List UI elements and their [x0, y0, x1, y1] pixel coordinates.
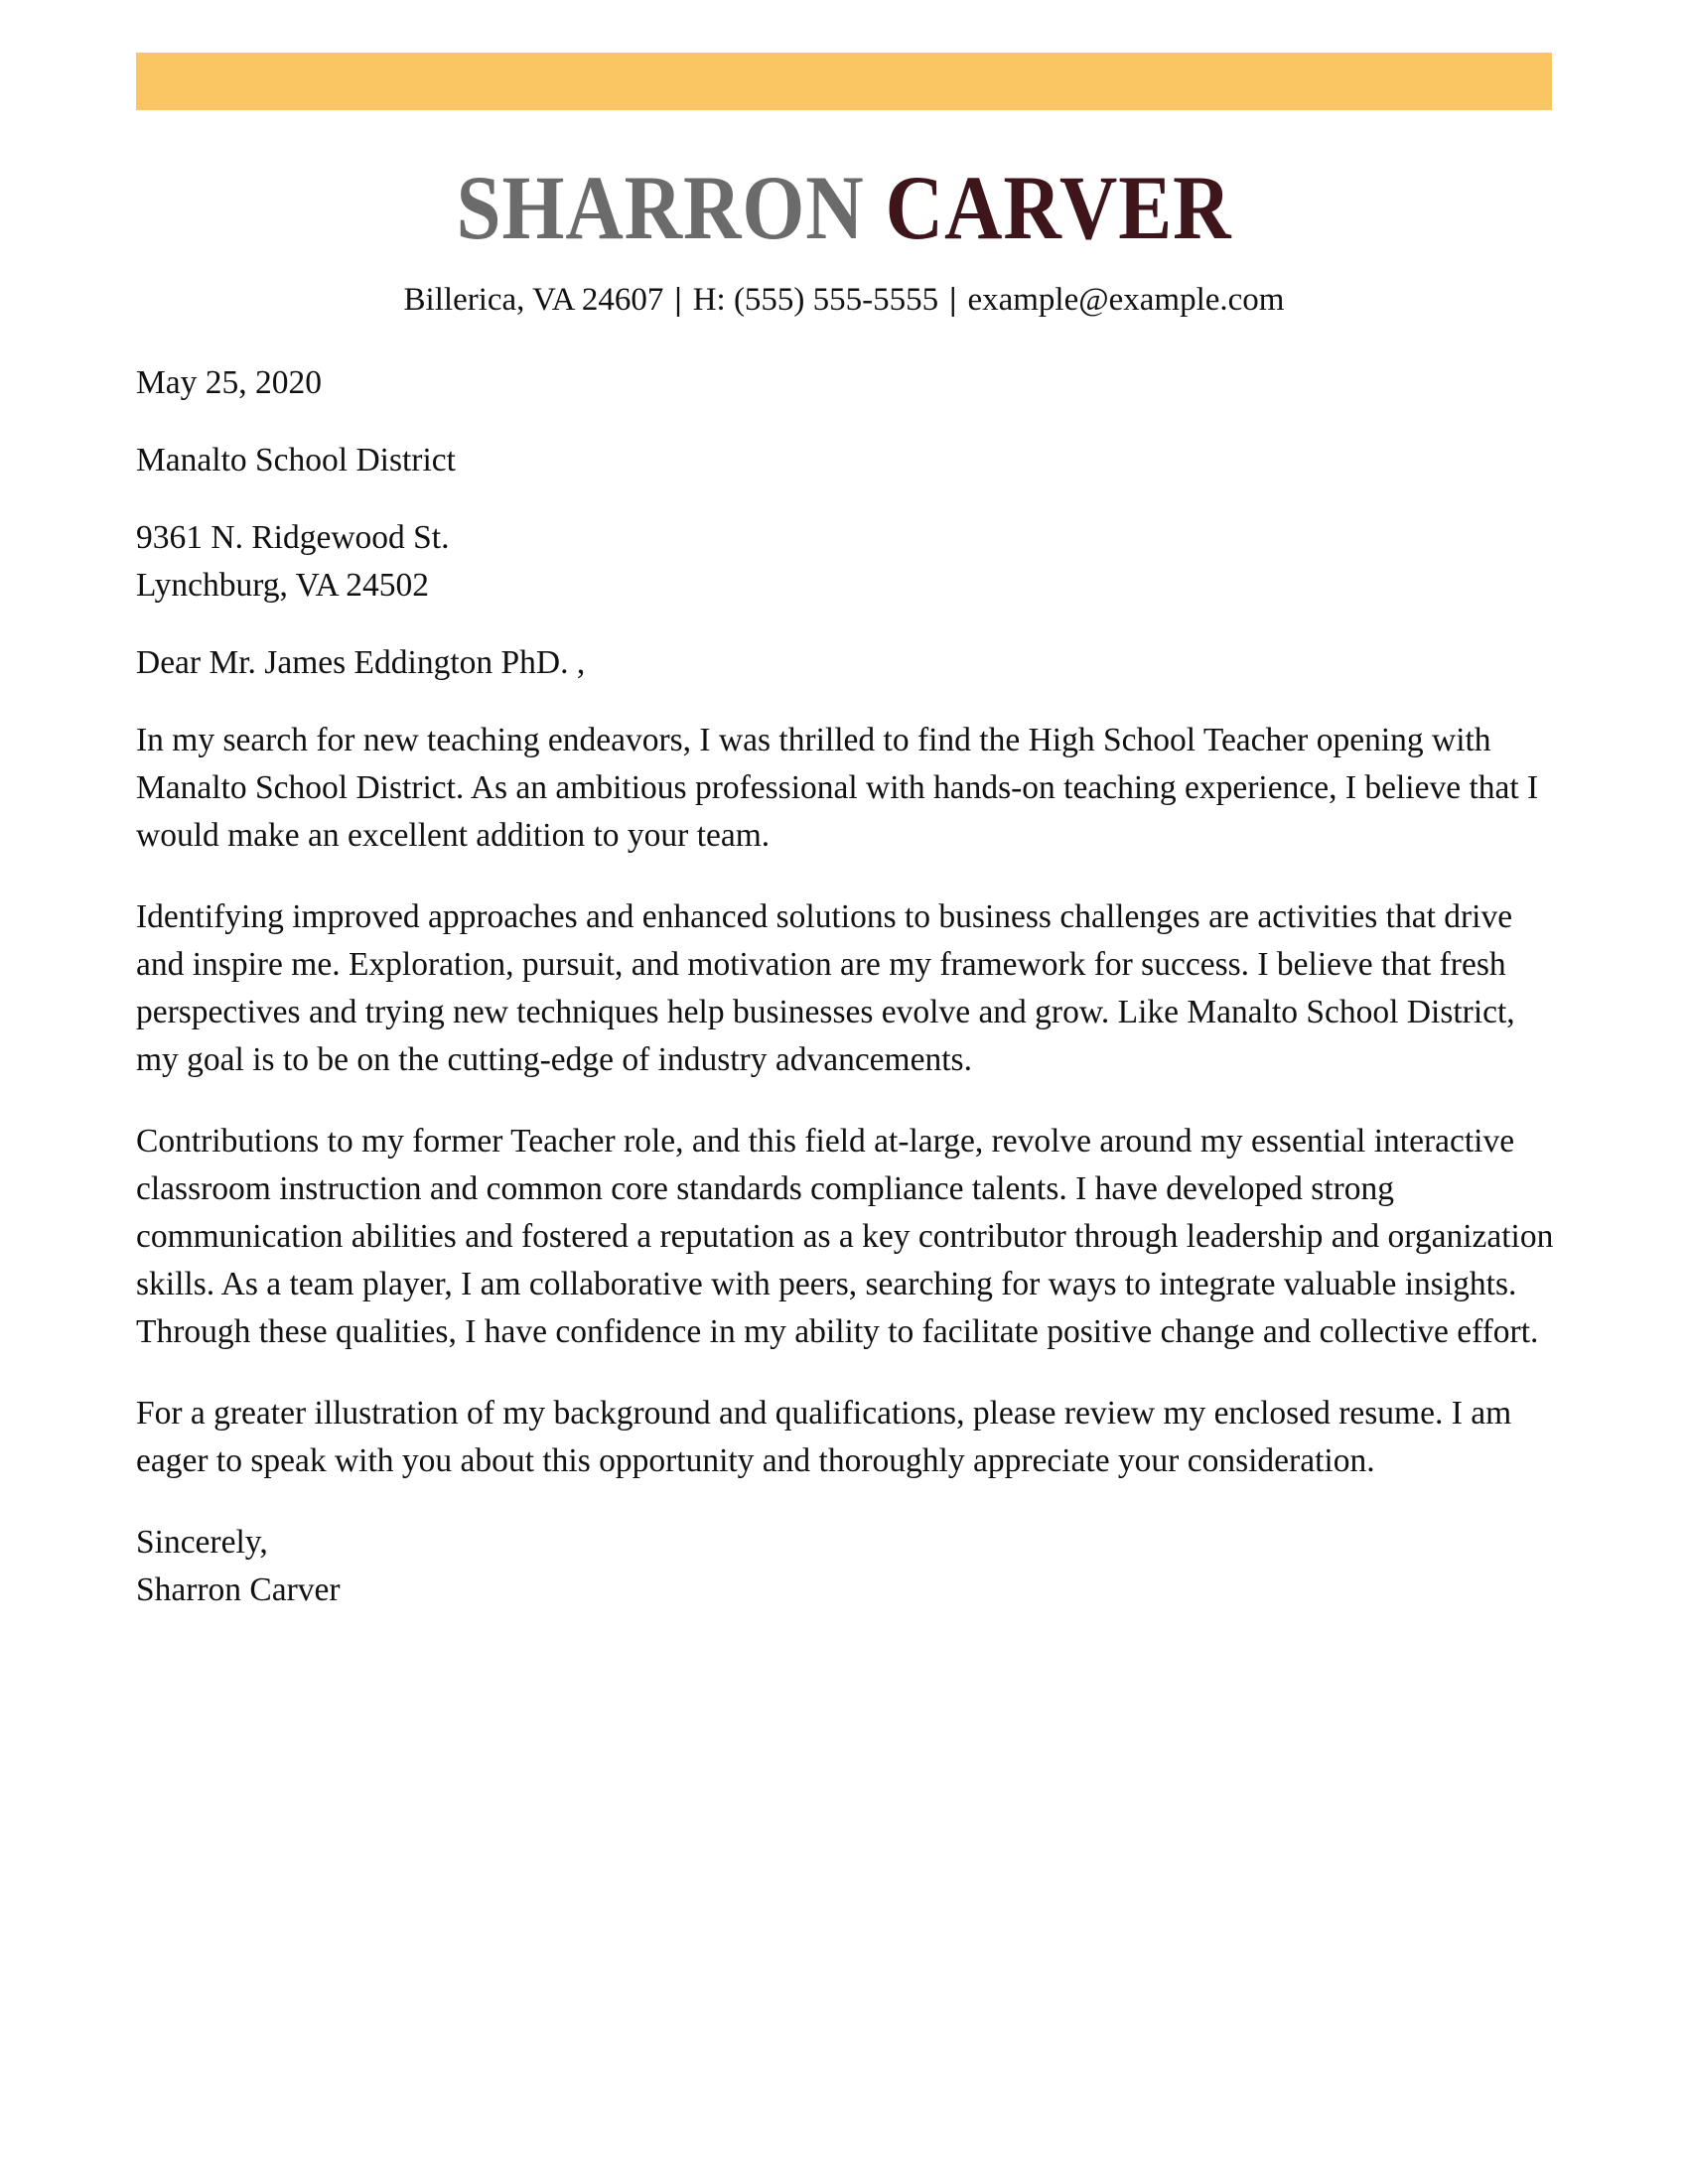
candidate-last-name: CARVER — [885, 157, 1232, 258]
recipient-address — [136, 514, 1556, 610]
contact-phone: H: (555) 555-5555 — [692, 282, 939, 318]
letter-header — [0, 157, 1688, 258]
closing: Sincerely, — [136, 1524, 268, 1561]
accent-bar — [136, 53, 1552, 110]
paragraph-2: Identifying improved approaches and enhanced solutions to business challenges are activities that drive and inspire me. Exploration, pursuit, and motivation are my framework for success. I believe that fresh perspectives and trying new techniques help businesses evolve and grow. Like Manalto School District, my goal is to be on the cutting-edge of industry advancements. — [136, 898, 1515, 1078]
paragraph-3: Contributions to my former Teacher role, and this field at-large, revolve around my essential interactive classroom instruction and common core standards compliance talents. I have developed strong communication abilities and fostered a reputation as a key contributor through leadership and organization skills. As a team player, I am collaborative with peers, searching for ways to integrate valuable insights. Through these qualities, I have confidence in my ability to facilitate positive change and collective effort. — [136, 1123, 1554, 1350]
salutation: Dear Mr. James Eddington PhD. , — [136, 644, 586, 681]
contact-email: example@example.com — [967, 282, 1285, 318]
letter-body — [136, 359, 1556, 1614]
paragraph-4: For a greater illustration of my background and qualifications, please review my enclosed resume. I am eager to speak with you about this opportunity and thoroughly appreciate your consideration. — [136, 1395, 1512, 1479]
address-line-1: 9361 N. Ridgewood St. — [136, 519, 450, 556]
candidate-name — [101, 157, 1587, 258]
letter-date: May 25, 2020 — [136, 364, 323, 401]
paragraph-1: In my search for new teaching endeavors, I was thrilled to find the High School Teacher opening with Manalto School District. As an ambitious professional with hands-on teaching experience, I believe that I would make an excellent addition to your team. — [136, 722, 1539, 854]
contact-location: Billerica, VA 24607 — [403, 282, 664, 318]
contact-separator: | — [949, 282, 957, 318]
candidate-first-name: SHARRON — [456, 157, 865, 258]
closing-block — [136, 1519, 1556, 1614]
recipient-organization: Manalto School District — [136, 442, 456, 478]
contact-line — [0, 282, 1688, 319]
contact-separator: | — [674, 282, 682, 318]
signature: Sharron Carver — [136, 1571, 341, 1608]
address-line-2: Lynchburg, VA 24502 — [136, 567, 430, 604]
